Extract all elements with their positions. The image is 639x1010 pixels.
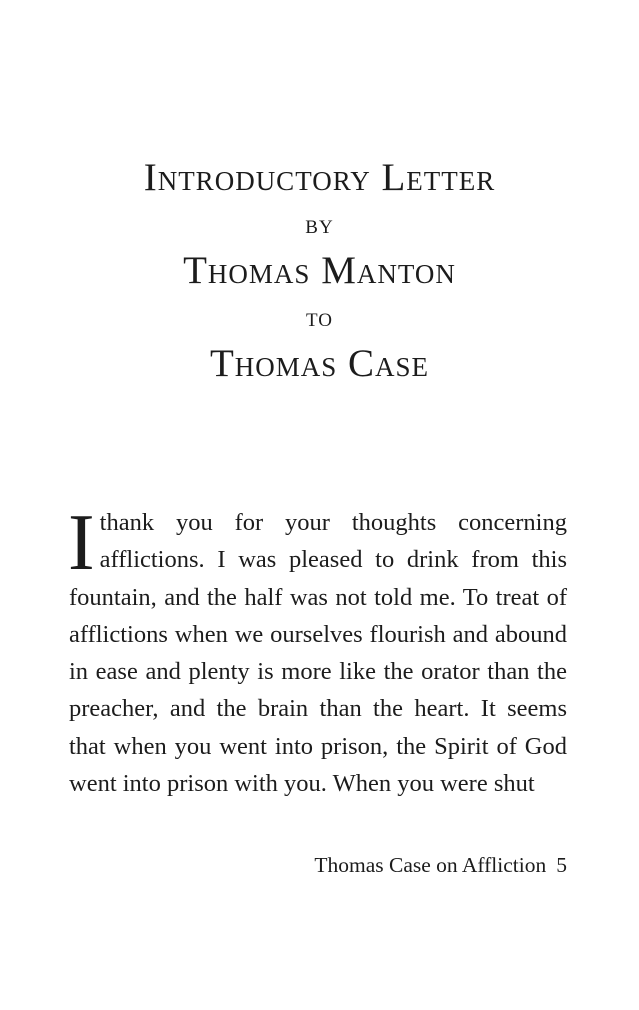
title-line-4: to: [306, 302, 333, 332]
title-line-3: Thomas Manton: [183, 249, 456, 292]
title-line-2: by: [305, 209, 334, 239]
drop-cap: I: [68, 499, 95, 587]
chapter-title: [0, 150, 639, 391]
title-line-5: Thomas Case: [209, 342, 430, 385]
running-title: Thomas Case on Affliction: [314, 853, 547, 877]
body-paragraph: [68, 499, 567, 802]
paragraph-text: thank you for your thoughts concerning afflictions. I was pleased to drink from this fountain, and the half was not told me. To treat of afflictions when we ourselves flourish and abound in ease and plenty is more like the orator than the preacher, and the brain than the heart. It seems that when you went into prison, the Spirit of God went into prison with you. When you were shut: [69, 509, 567, 798]
page-footer: [314, 853, 567, 878]
page-number: 5: [556, 853, 567, 877]
title-line-1: Introductory Letter: [143, 156, 496, 199]
